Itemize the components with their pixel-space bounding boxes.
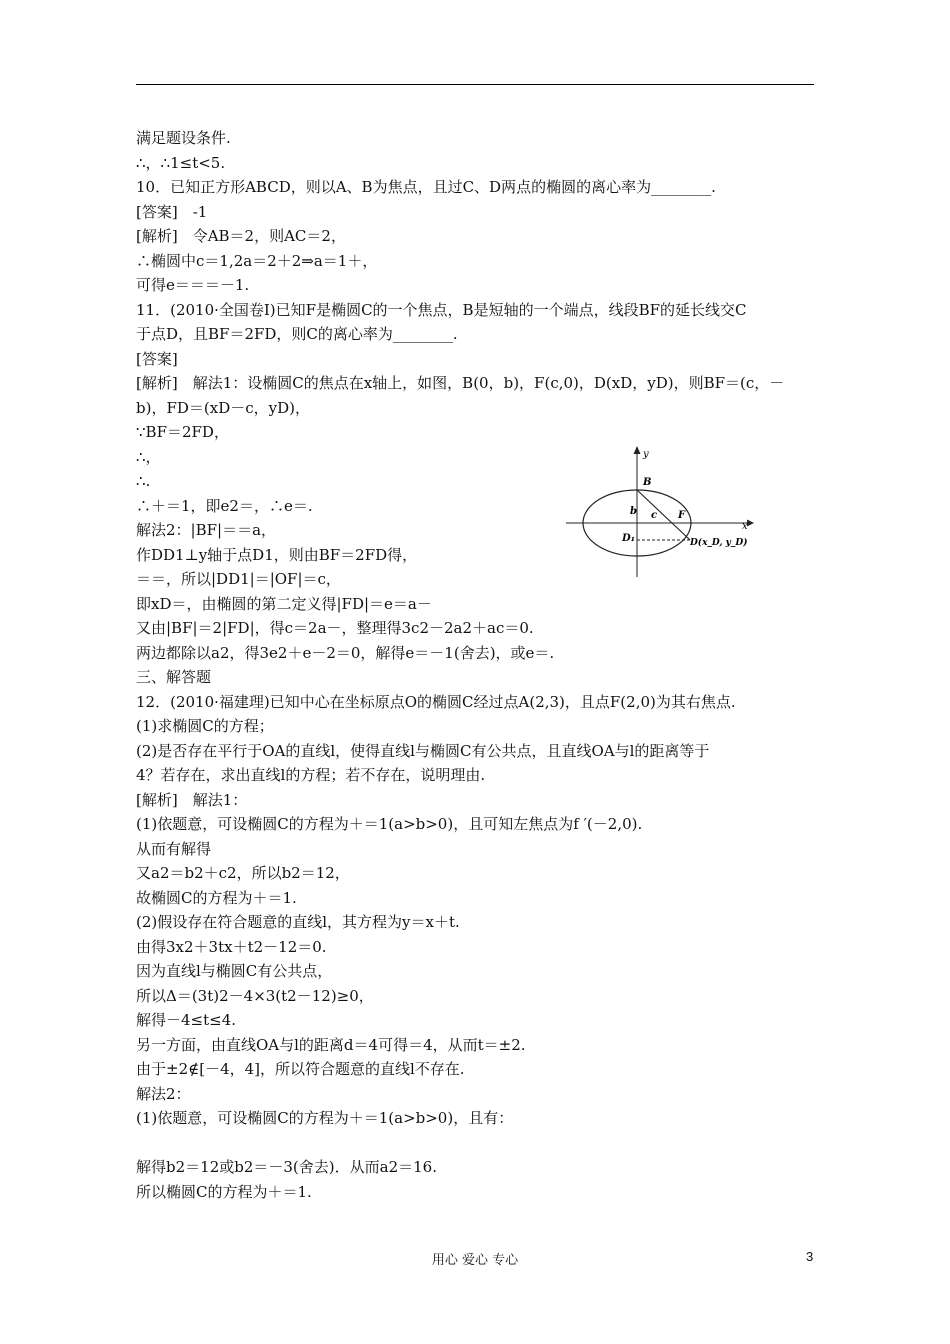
- text-line: 解法2：: [136, 1084, 191, 1103]
- text-line: [解析] 解法1：设椭圆C的焦点在x轴上，如图，B(0，b)，F(c,0)，D(xD，yD)，则BF＝(c，－: [136, 374, 785, 392]
- text-line: 4？若存在，求出直线l的方程；若不存在，说明理由.: [136, 766, 486, 784]
- blank-line: [136, 1131, 816, 1156]
- answer-10: [答案] -1: [136, 202, 208, 221]
- label-b-point: B: [643, 477, 652, 488]
- text-line: 解得－4≤t≤4.: [136, 1011, 237, 1029]
- text-line: ∴，: [136, 447, 161, 466]
- label-x: x: [742, 521, 748, 532]
- page-footer: 用心 爱心 专心: [431, 1253, 519, 1268]
- text-line: 两边都除以a2，得3e2＋e－2＝0，解得e＝－1(舍去)，或e＝.: [136, 643, 555, 662]
- question-11: 11．(2010·全国卷Ⅰ)已知F是椭圆C的一个焦点，B是短轴的一个端点，线段BF的延长线交C: [136, 300, 747, 319]
- text-line: 故椭圆C的方程为＋＝1.: [136, 888, 297, 907]
- ellipse-figure: [564, 444, 756, 578]
- text-line: 所以椭圆C的方程为＋＝1.: [136, 1182, 312, 1201]
- question-12: 12．(2010·福建理)已知中心在坐标原点O的椭圆C经过点A(2,3)，且点F(2,0)为其右焦点.: [136, 692, 736, 711]
- text-line: (1)依题意，可设椭圆C的方程为＋＝1(a>b>0)，且有：: [136, 1109, 514, 1127]
- text-line: 于点D，且BF＝2FD，则C的离心率为________.: [136, 325, 458, 343]
- label-b: b: [630, 506, 637, 517]
- y-axis-arrow: [634, 446, 641, 454]
- text-line: 解得b2＝12或b2＝－3(舍去)．从而a2＝16.: [136, 1158, 437, 1176]
- text-line: ∴＋＝1，即e2＝，∴e＝.: [136, 496, 313, 515]
- text-line: b)，FD＝(xD－c，yD)，: [136, 398, 310, 417]
- text-line: 满足题设条件.: [136, 129, 231, 147]
- text-line: 可得e＝＝＝－1.: [136, 276, 250, 294]
- text-line: ∴，∴1≤t<5.: [136, 153, 226, 172]
- question-10: 10．已知正方形ABCD，则以A、B为焦点，且过C、D两点的椭圆的离心率为________.: [136, 178, 716, 196]
- text-line: 又由|BF|＝2|FD|，得c＝2a－，整理得3c2－2a2＋ac＝0.: [136, 619, 534, 637]
- answer-11: [答案]: [136, 349, 178, 368]
- text-line: 由得3x2＋3tx＋t2－12＝0.: [136, 937, 327, 956]
- text-line: [解析] 解法1：: [136, 790, 248, 809]
- text-line: (2)是否存在平行于OA的直线l，使得直线l与椭圆C有公共点，且直线OA与l的距离等于: [136, 741, 710, 760]
- text-line: 即xD＝，由椭圆的第二定义得|FD|＝e＝a－: [136, 594, 432, 613]
- text-line: 从而有解得: [136, 839, 212, 858]
- label-f: F: [678, 510, 686, 521]
- document-body: [136, 126, 816, 1204]
- label-d1: D₁: [622, 533, 636, 544]
- label-c: c: [651, 510, 658, 521]
- label-d: D(x_D, y_D): [690, 538, 748, 548]
- x-axis-arrow: [747, 520, 754, 527]
- text-line: (1)求椭圆C的方程；: [136, 717, 274, 735]
- text-line: 又a2＝b2＋c2，所以b2＝12，: [136, 864, 350, 882]
- text-line: 作DD1⊥y轴于点D1，则由BF＝2FD得，: [136, 545, 418, 564]
- page-number: 3: [806, 1249, 814, 1264]
- label-y: y: [643, 449, 649, 460]
- section-heading: 三、解答题: [136, 668, 212, 686]
- header-rule: [136, 84, 814, 85]
- text-line: 所以Δ＝(3t)2－4×3(t2－12)≥0，: [136, 986, 374, 1005]
- text-line: 由于±2∉[－4，4]，所以符合题意的直线l不存在.: [136, 1060, 465, 1078]
- text-line: [解析] 令AB＝2，则AC＝2，: [136, 227, 346, 245]
- text-line: ＝＝，所以|DD1|＝|OF|＝c，: [136, 570, 341, 588]
- text-line: (2)假设存在符合题意的直线l，其方程为y＝x＋t.: [136, 913, 460, 931]
- text-line: 因为直线l与椭圆C有公共点，: [136, 962, 333, 980]
- text-line: 另一方面，由直线OA与l的距离d＝4可得＝4，从而t＝±2.: [136, 1035, 526, 1054]
- text-line: (1)依题意，可设椭圆C的方程为＋＝1(a>b>0)，且可知左焦点为f ′(－2,0).: [136, 815, 643, 833]
- text-line: ∵BF＝2FD，: [136, 423, 229, 441]
- text-line: 解法2：|BF|＝＝a，: [136, 521, 277, 539]
- text-line: ∴.: [136, 472, 151, 490]
- text-line: ∴椭圆中c＝1,2a＝2＋2⇒a＝1＋，: [136, 251, 378, 270]
